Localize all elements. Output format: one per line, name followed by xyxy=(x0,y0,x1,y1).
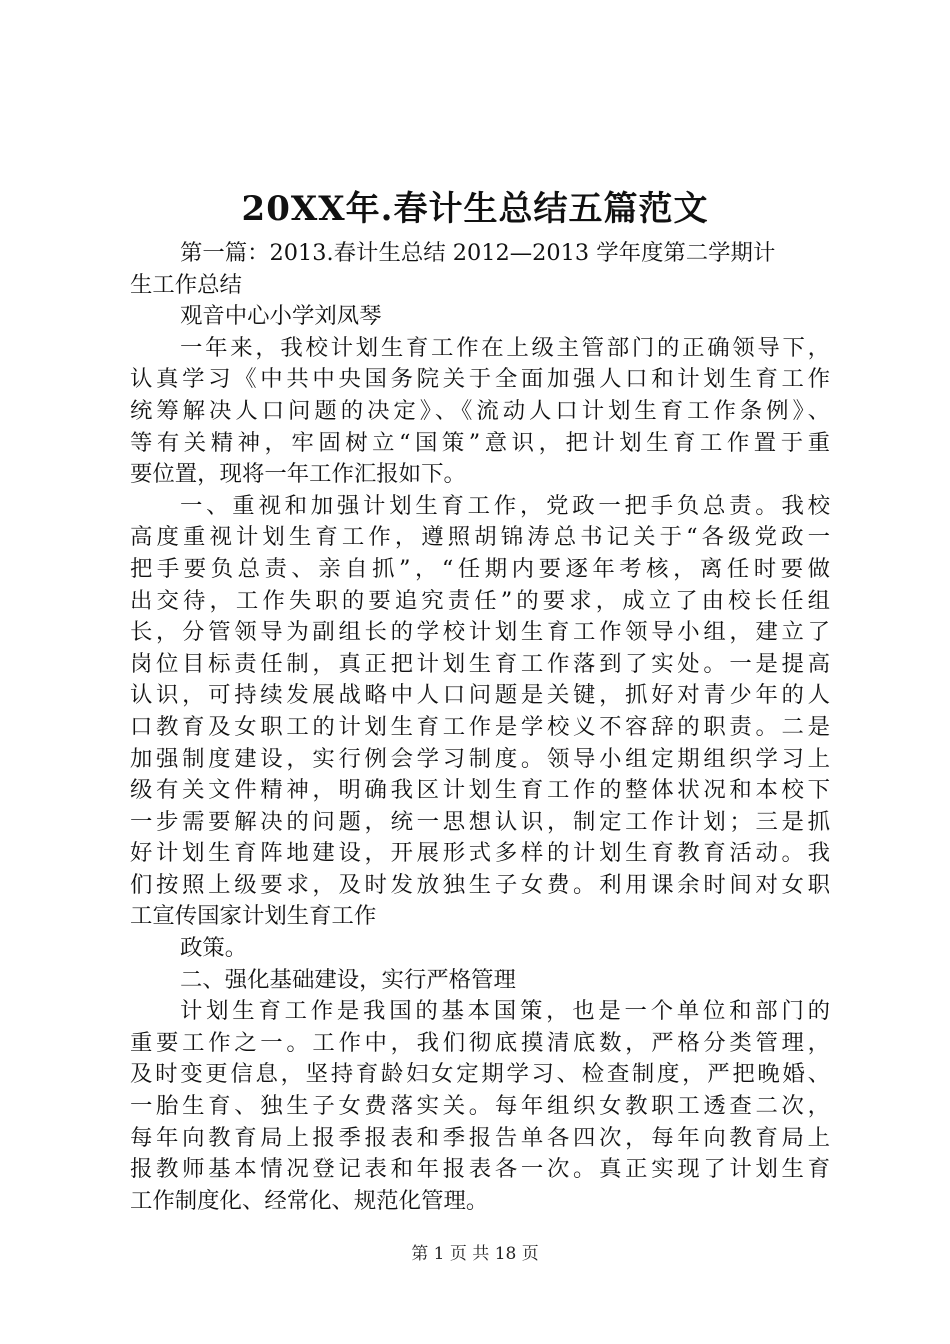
paragraph-line: 政策。 xyxy=(180,935,248,962)
paragraph-line: 第一篇：2013.春计生总结 2012—2013 学年度第二学期计 xyxy=(180,240,776,266)
paragraph-line: 每年向教育局上报季报表和季报告单各四次，每年向教育局上 xyxy=(130,1124,830,1151)
paragraph-line: 岗位目标责任制，真正把计划生育工作落到了实处。一是提高 xyxy=(130,650,830,677)
paragraph-line: 一年来，我校计划生育工作在上级主管部门的正确领导下， xyxy=(180,334,830,361)
page-indicator: 第 1 页 共 18 页 xyxy=(411,1244,539,1264)
paragraph-line: 们按照上级要求，及时发放独生子女费。利用课余时间对女职 xyxy=(130,871,830,898)
paragraph-line: 生工作总结 xyxy=(130,271,242,298)
paragraph-line: 一、重视和加强计划生育工作，党政一把手负总责。我校 xyxy=(180,492,830,519)
section-heading: 二、强化基础建设，实行严格管理 xyxy=(180,966,516,993)
paragraph-line: 加强制度建设，实行例会学习制度。领导小组定期组织学习上 xyxy=(130,745,830,772)
document-body xyxy=(130,238,830,1217)
paragraph-line: 出交待，工作失职的要追究责任”的要求，成立了由校长任组 xyxy=(130,587,830,614)
paragraph-line: 好计划生育阵地建设，开展形式多样的计划生育教育活动。我 xyxy=(130,840,830,867)
paragraph-line: 级有关文件精神，明确我区计划生育工作的整体状况和本校下 xyxy=(130,777,830,804)
paragraph-line: 统筹解决人口问题的决定》、《流动人口计划生育工作条例》、 xyxy=(130,397,830,424)
paragraph-line: 重要工作之一。工作中，我们彻底摸清底数，严格分类管理， xyxy=(130,1029,830,1056)
document-title: 20XX年.春计生总结五篇范文 xyxy=(241,189,709,229)
paragraph-line: 要位置，现将一年工作汇报如下。 xyxy=(130,461,466,488)
paragraph-line: 报教师基本情况登记表和年报表各一次。真正实现了计划生育 xyxy=(130,1156,830,1183)
paragraph-line: 一步需要解决的问题，统一思想认识，制定工作计划；三是抓 xyxy=(130,808,830,835)
author-line: 观音中心小学刘凤琴 xyxy=(180,303,382,330)
paragraph-line: 把手要负总责、亲自抓”，“任期内要逐年考核，离任时要做 xyxy=(130,555,830,582)
paragraph-line: 工作制度化、经常化、规范化管理。 xyxy=(130,1187,489,1214)
paragraph-line: 长，分管领导为副组长的学校计划生育工作领导小组，建立了 xyxy=(130,619,830,646)
paragraph-line: 口教育及女职工的计划生育工作是学校义不容辞的职责。二是 xyxy=(130,713,830,740)
paragraph-line: 计划生育工作是我国的基本国策，也是一个单位和部门的 xyxy=(180,998,830,1025)
paragraph-line: 认真学习《中共中央国务院关于全面加强人口和计划生育工作 xyxy=(130,366,830,393)
paragraph-line: 等有关精神，牢固树立“国策”意识，把计划生育工作置于重 xyxy=(130,429,830,456)
paragraph-line: 认识，可持续发展战略中人口问题是关键，抓好对青少年的人 xyxy=(130,682,830,709)
paragraph-line: 及时变更信息，坚持育龄妇女定期学习、检查制度，严把晚婚、 xyxy=(130,1061,830,1088)
paragraph-line: 高度重视计划生育工作，遵照胡锦涛总书记关于“各级党政一 xyxy=(130,524,830,551)
paragraph-line: 工宣传国家计划生育工作 xyxy=(130,903,377,930)
paragraph-line: 一胎生育、独生子女费落实关。每年组织女教职工透查二次， xyxy=(130,1093,830,1120)
